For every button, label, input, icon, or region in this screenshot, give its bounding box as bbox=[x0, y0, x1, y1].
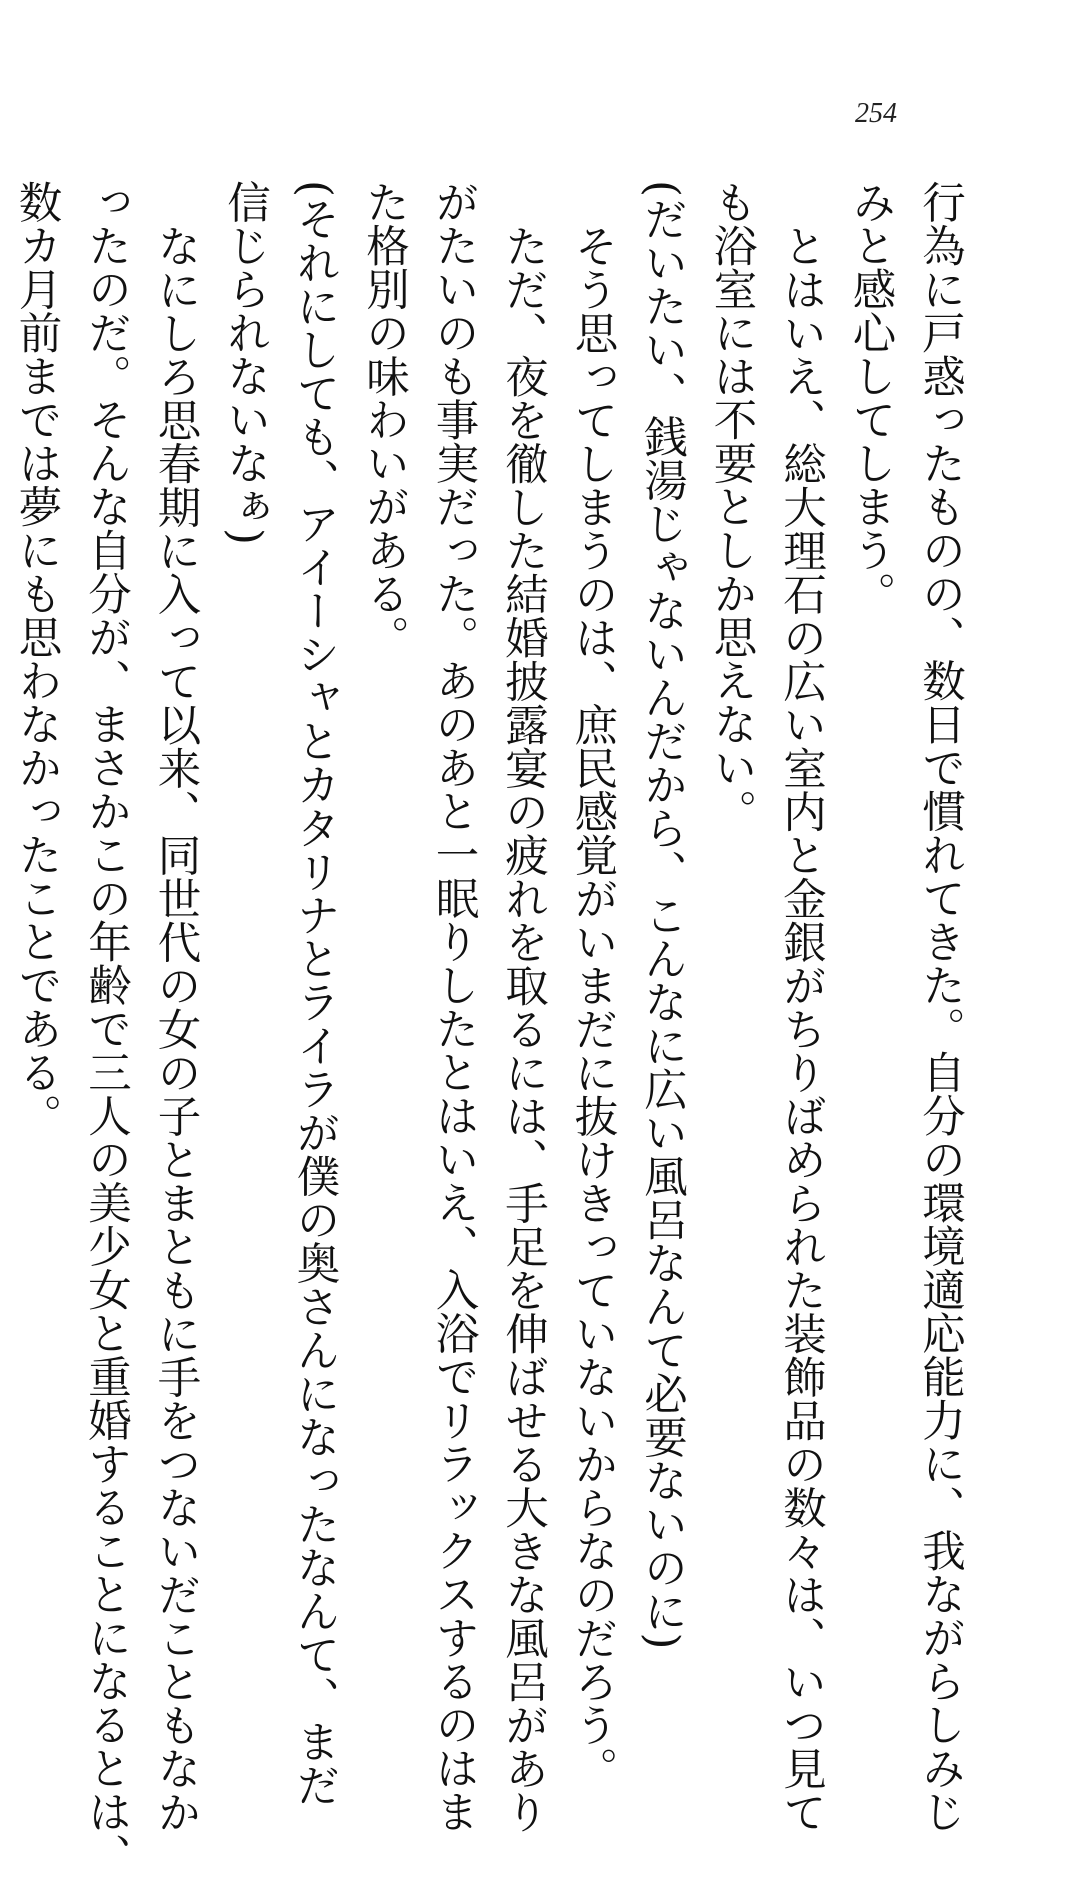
text-line: (それにしても、アイーシャとカタリナとライラが僕の奥さんになったなんて、まだ bbox=[289, 180, 340, 1807]
text-line: た格別の味わいがある。 bbox=[359, 180, 409, 659]
body-text bbox=[0, 180, 974, 1877]
text-line: (だいたい、銭湯じゃないんだから、こんなに広い風呂なんて必要ないのに) bbox=[637, 180, 687, 1650]
text-line bbox=[0, 180, 1, 1550]
page-number: 254 bbox=[855, 98, 897, 129]
text-line: 数カ月前までは夢にも思わなかったことである。 bbox=[11, 180, 62, 1137]
text-line: そう思ってしまうのは、庶民感覚がいまだに抜けきっていないからなのだろう。 bbox=[567, 223, 618, 1790]
text-line: とはいえ、総大理石の広い室内と金銀がちりばめられた装飾品の数々は、いつ見て bbox=[776, 223, 826, 1833]
text-line: も浴室には不要としか思えない。 bbox=[706, 180, 757, 833]
text-line: ったのだ。そんな自分が、まさかこの年齢で三人の美少女と重婚することになるとは、 bbox=[81, 180, 131, 1877]
text-line: なにしろ思春期に入って以来、同世代の女の子とまともに手をつないだこともなか bbox=[150, 223, 201, 1833]
text-line: 行為に戸惑ったものの、数日で慣れてきた。自分の環境適応能力に、我ながらしみじ bbox=[915, 180, 965, 1833]
text-line: 信じられないなぁ) bbox=[220, 180, 270, 545]
text-line: がたいのも事実だった。あのあと一眠りしたとはいえ、入浴でリラックスするのはま bbox=[428, 180, 479, 1833]
text-line: みと感心してしまう。 bbox=[845, 180, 896, 615]
text-line: ただ、夜を徹した結婚披露宴の疲れを取るには、手足を伸ばせる大きな風呂があり bbox=[498, 223, 548, 1833]
